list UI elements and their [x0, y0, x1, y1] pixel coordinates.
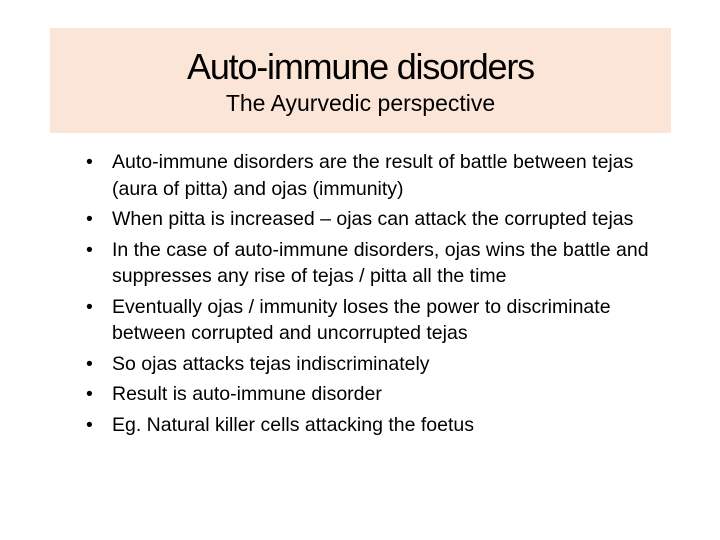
bullet-item [86, 294, 682, 347]
bullet-icon: • [86, 295, 93, 318]
bullet-text: Result is auto-immune disorder [112, 383, 382, 405]
bullet-icon: • [86, 413, 93, 436]
bullet-text: Eventually ojas / immunity loses the power to discriminate between corrupted and uncorrupted tejas [112, 295, 611, 344]
bullet-icon: • [86, 238, 93, 261]
bullet-item [86, 237, 682, 290]
bullet-item [86, 381, 682, 408]
bullet-text: So ojas attacks tejas indiscriminately [112, 352, 430, 375]
bullet-icon: • [86, 151, 93, 173]
title-band [50, 28, 671, 133]
bullet-text: In the case of auto-immune disorders, ojas wins the battle and suppresses any rise of tejas / pitta all the time [112, 238, 649, 287]
slide-subtitle: The Ayurvedic perspective [225, 90, 496, 116]
bullet-item [86, 412, 682, 439]
bullet-text: Eg. Natural killer cells attacking the foetus [112, 413, 475, 436]
bullet-icon: • [86, 208, 93, 230]
bullet-text: When pitta is increased – ojas can attack the corrupted tejas [112, 208, 634, 230]
bullet-icon: • [86, 352, 93, 375]
bullet-list [86, 149, 682, 442]
bullet-item [86, 206, 682, 233]
bullet-icon: • [86, 383, 93, 405]
bullet-item [86, 149, 682, 202]
bullet-text: Auto-immune disorders are the result of battle between tejas (aura of pitta) and ojas (immunity) [112, 151, 634, 200]
bullet-item [86, 351, 682, 378]
slide-title: Auto-immune disorders [187, 46, 534, 87]
